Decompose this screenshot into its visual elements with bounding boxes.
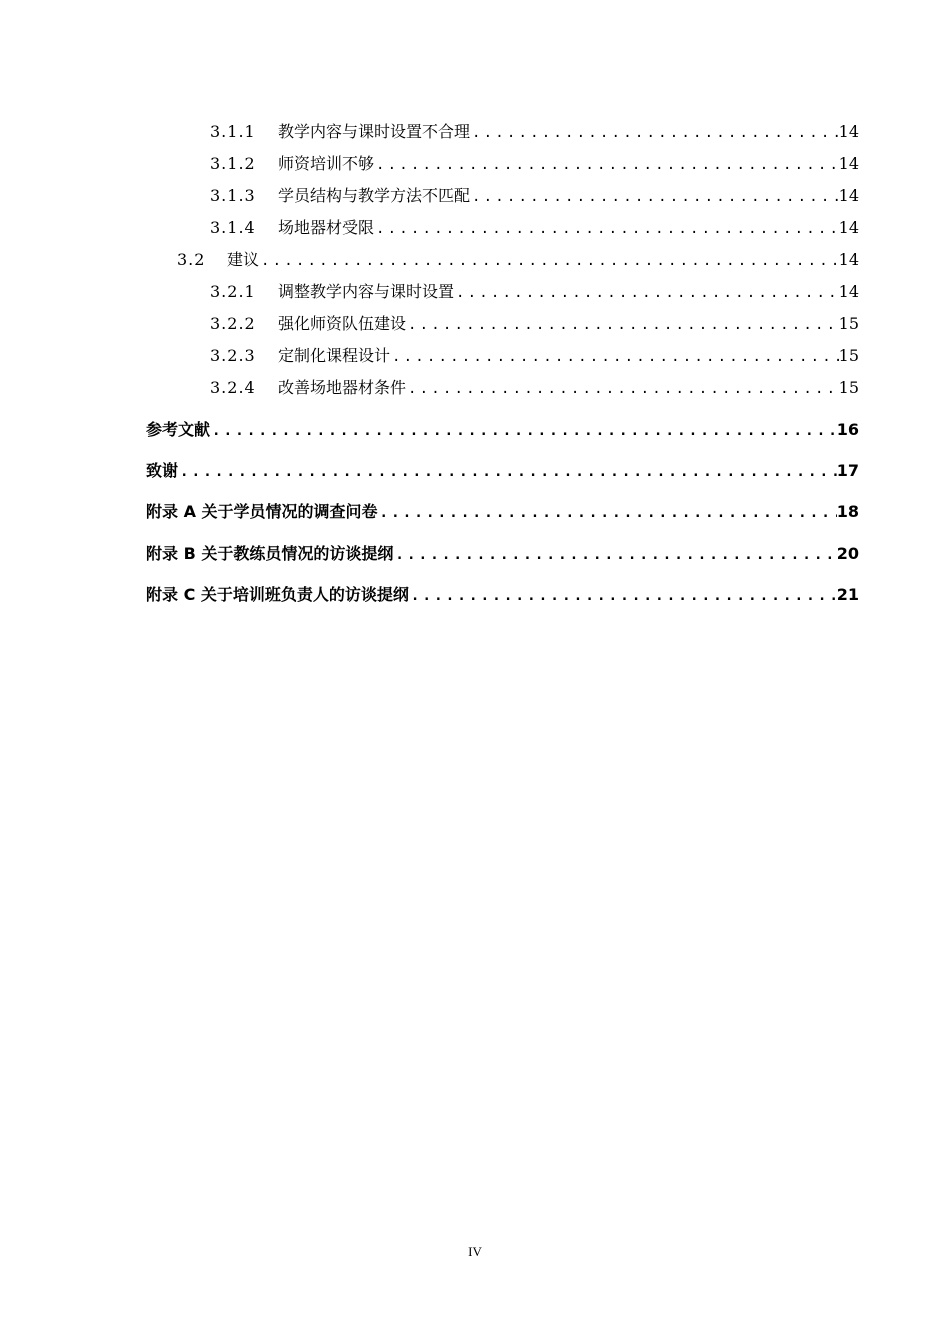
- toc-chapter-acknowledgements[interactable]: [146, 459, 859, 483]
- toc-entry-number: 3.2.3: [210, 346, 256, 365]
- toc-chapter-page: 20: [836, 544, 859, 563]
- toc-entry-3-1-1[interactable]: [210, 121, 859, 143]
- toc-entry-number: 3.1.3: [210, 186, 256, 205]
- toc-entry-number: 3.2: [177, 250, 206, 269]
- toc-entry-3-1-2[interactable]: [210, 153, 859, 175]
- toc-leader-dots: [374, 218, 839, 239]
- toc-entry-title: 建议: [227, 250, 260, 269]
- toc-entry-page: 14: [838, 250, 859, 269]
- toc-chapter-title: 附录 C 关于培训班负责人的访谈提纲: [146, 585, 409, 604]
- toc-leader-dots: [374, 154, 839, 175]
- toc-chapter-title: 参考文献: [146, 420, 211, 439]
- toc-entry-3-2-3[interactable]: [210, 345, 859, 367]
- toc-entry-title: 学员结构与教学方法不匹配: [278, 186, 471, 205]
- toc-entry-3-2-1[interactable]: [210, 281, 859, 303]
- toc-entry-3-2-4[interactable]: [210, 377, 859, 399]
- toc-entry-number: 3.1.2: [210, 154, 256, 173]
- toc-chapter-references[interactable]: [146, 418, 859, 442]
- toc-entry-title: 强化师资队伍建设: [278, 314, 407, 333]
- toc-entry-page: 14: [838, 122, 859, 141]
- toc-entry-page: 15: [838, 346, 859, 365]
- toc-entry-title: 教学内容与课时设置不合理: [278, 122, 471, 141]
- toc-chapter-appendix-a[interactable]: [146, 500, 859, 524]
- toc-entry-title: 定制化课程设计: [278, 346, 391, 365]
- toc-chapter-title: 致谢: [146, 461, 179, 480]
- toc-leader-dots: [210, 419, 837, 442]
- toc-entry-page: 15: [838, 378, 859, 397]
- toc-chapter-title: 附录 B 关于教练员情况的访谈提纲: [146, 544, 394, 563]
- toc-leader-dots: [390, 346, 839, 367]
- toc-entry-page: 14: [838, 282, 859, 301]
- toc-leader-dots: [470, 186, 839, 207]
- toc-leader-dots: [378, 501, 837, 524]
- toc-entry-title: 场地器材受限: [278, 218, 375, 237]
- toc-chapter-page: 18: [836, 502, 859, 521]
- toc-entry-page: 15: [838, 314, 859, 333]
- toc-chapter-appendix-b[interactable]: [146, 542, 859, 566]
- toc-entry-page: 14: [838, 186, 859, 205]
- toc-entry-title: 改善场地器材条件: [278, 378, 407, 397]
- toc-leader-dots: [178, 460, 837, 483]
- toc-leader-dots: [406, 314, 839, 335]
- toc-chapter-appendix-c[interactable]: [146, 583, 859, 607]
- toc-entry-title: 师资培训不够: [278, 154, 375, 173]
- toc-entry-title: 调整教学内容与课时设置: [278, 282, 455, 301]
- toc-entry-number: 3.1.1: [210, 122, 256, 141]
- toc-entry-page: 14: [838, 154, 859, 173]
- toc-chapter-title: 附录 A 关于学员情况的调查问卷: [146, 502, 378, 521]
- toc-entry-3-2-2[interactable]: [210, 313, 859, 335]
- toc-leader-dots: [406, 378, 839, 399]
- toc-entry-number: 3.2.2: [210, 314, 256, 333]
- toc-leader-dots: [470, 122, 839, 143]
- toc-chapter-page: 21: [836, 585, 859, 604]
- toc-entry-3-1-4[interactable]: [210, 217, 859, 239]
- toc-entry-3-2[interactable]: [177, 249, 859, 271]
- page-number: IV: [468, 1244, 482, 1259]
- toc-leader-dots: [393, 543, 836, 566]
- toc-entry-number: 3.2.4: [210, 378, 256, 397]
- toc-chapter-page: 16: [836, 420, 859, 439]
- toc-leader-dots: [409, 584, 837, 607]
- toc-chapter-page: 17: [836, 461, 859, 480]
- toc-entry-page: 14: [838, 218, 859, 237]
- toc-leader-dots: [454, 282, 839, 303]
- toc-entry-number: 3.2.1: [210, 282, 256, 301]
- toc-entry-3-1-3[interactable]: [210, 185, 859, 207]
- toc-entry-number: 3.1.4: [210, 218, 256, 237]
- toc-leader-dots: [259, 250, 839, 271]
